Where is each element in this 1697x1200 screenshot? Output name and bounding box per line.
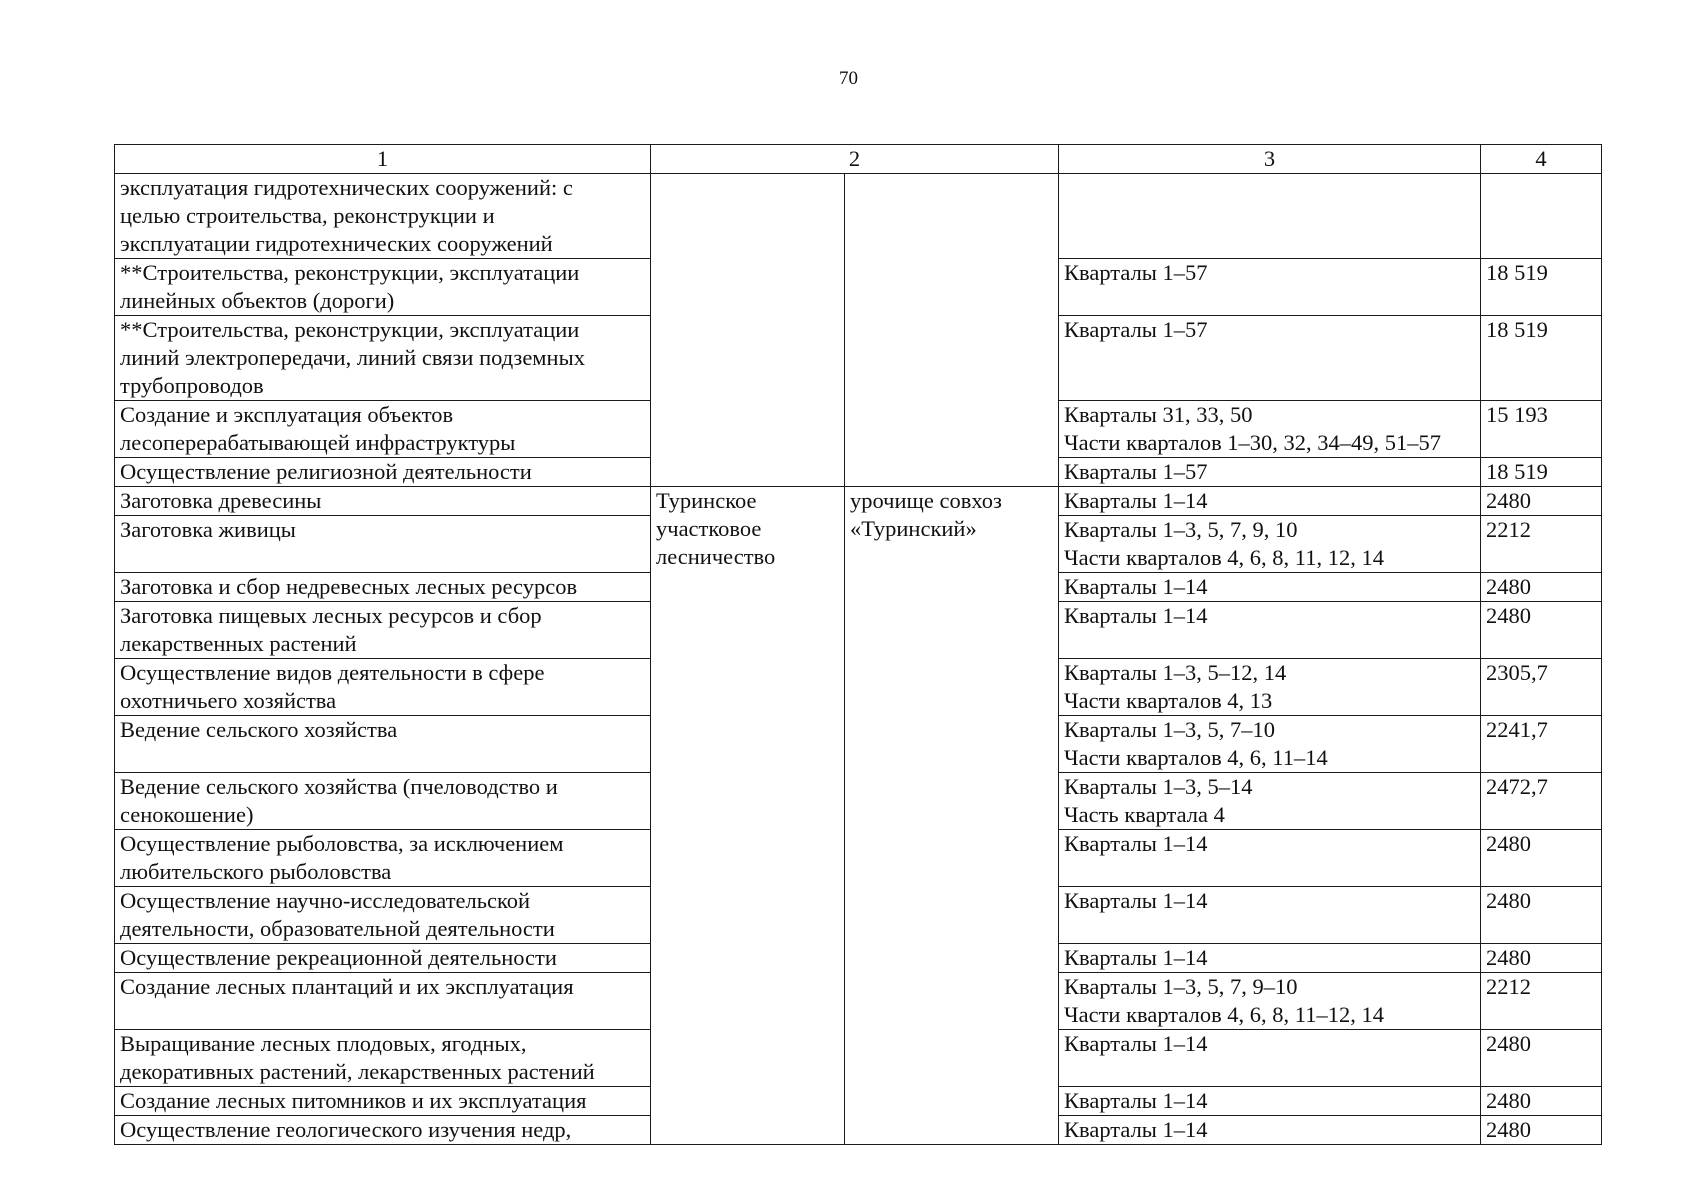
- quarters-cell: Кварталы 31, 33, 50 Части кварталов 1–30, 32, 34–49, 51–57: [1059, 401, 1481, 458]
- activity-cell: Создание лесных плантаций и их эксплуатация: [115, 973, 651, 1030]
- quarters-cell: Кварталы 1–14: [1059, 602, 1481, 659]
- activity-cell: Заготовка древесины: [115, 487, 651, 516]
- area-cell: 2480: [1481, 487, 1602, 516]
- activity-cell: Осуществление научно-исследовательской деятельности, образовательной деятельности: [115, 887, 651, 944]
- quarters-cell: Кварталы 1–57: [1059, 458, 1481, 487]
- quarters-cell: Кварталы 1–3, 5, 7–10 Части кварталов 4, 6, 11–14: [1059, 716, 1481, 773]
- forest-use-table: [114, 144, 1602, 1145]
- table-row: [115, 174, 1602, 259]
- quarters-cell: Кварталы 1–14: [1059, 487, 1481, 516]
- activity-cell: Осуществление рыболовства, за исключением любительского рыболовства: [115, 830, 651, 887]
- area-cell: 2480: [1481, 1087, 1602, 1116]
- area-cell: 2241,7: [1481, 716, 1602, 773]
- quarters-cell: Кварталы 1–14: [1059, 1087, 1481, 1116]
- page-number: 70: [839, 68, 858, 89]
- quarters-cell: [1059, 174, 1481, 259]
- quarters-cell: Кварталы 1–14: [1059, 1116, 1481, 1145]
- subdivision-cell: Туринское участковое лесничество: [651, 487, 845, 1145]
- area-cell: 2305,7: [1481, 659, 1602, 716]
- subdivision-cell: [651, 174, 845, 487]
- activity-cell: Заготовка пищевых лесных ресурсов и сбор лекарственных растений: [115, 602, 651, 659]
- tract-cell: [845, 174, 1059, 487]
- area-cell: 2480: [1481, 1030, 1602, 1087]
- column-number-2: 2: [651, 145, 1059, 174]
- area-cell: 2480: [1481, 573, 1602, 602]
- tract-cell: урочище совхоз «Туринский»: [845, 487, 1059, 1145]
- activity-cell: Создание и эксплуатация объектов лесоперерабатывающей инфраструктуры: [115, 401, 651, 458]
- activity-cell: Ведение сельского хозяйства (пчеловодство и сенокошение): [115, 773, 651, 830]
- activity-cell: Осуществление видов деятельности в сфере охотничьего хозяйства: [115, 659, 651, 716]
- quarters-cell: Кварталы 1–14: [1059, 944, 1481, 973]
- table-header-row: [115, 145, 1602, 174]
- quarters-cell: Кварталы 1–3, 5, 7, 9–10 Части кварталов 4, 6, 8, 11–12, 14: [1059, 973, 1481, 1030]
- area-cell: 2480: [1481, 602, 1602, 659]
- area-cell: 2480: [1481, 1116, 1602, 1145]
- area-cell: 2212: [1481, 973, 1602, 1030]
- activity-cell: Осуществление геологического изучения недр,: [115, 1116, 651, 1145]
- area-cell: 2480: [1481, 830, 1602, 887]
- activity-cell: Осуществление рекреационной деятельности: [115, 944, 651, 973]
- quarters-cell: Кварталы 1–57: [1059, 259, 1481, 316]
- area-cell: [1481, 174, 1602, 259]
- column-number-1: 1: [115, 145, 651, 174]
- area-cell: 18 519: [1481, 458, 1602, 487]
- column-number-3: 3: [1059, 145, 1481, 174]
- activity-cell: **Строительства, реконструкции, эксплуатации линий электропередачи, линий связи подземных трубопроводов: [115, 316, 651, 401]
- area-cell: 2212: [1481, 516, 1602, 573]
- activity-cell: Осуществление религиозной деятельности: [115, 458, 651, 487]
- activity-cell: эксплуатация гидротехнических сооружений: с целью строительства, реконструкции и эксплуатации гидротехнических сооружений: [115, 174, 651, 259]
- activity-cell: Выращивание лесных плодовых, ягодных, декоративных растений, лекарственных растений: [115, 1030, 651, 1087]
- area-cell: 18 519: [1481, 259, 1602, 316]
- activity-cell: Ведение сельского хозяйства: [115, 716, 651, 773]
- quarters-cell: Кварталы 1–3, 5–14 Часть квартала 4: [1059, 773, 1481, 830]
- activity-cell: Создание лесных питомников и их эксплуатация: [115, 1087, 651, 1116]
- area-cell: 15 193: [1481, 401, 1602, 458]
- quarters-cell: Кварталы 1–57: [1059, 316, 1481, 401]
- quarters-cell: Кварталы 1–14: [1059, 573, 1481, 602]
- activity-cell: **Строительства, реконструкции, эксплуатации линейных объектов (дороги): [115, 259, 651, 316]
- area-cell: 18 519: [1481, 316, 1602, 401]
- quarters-cell: Кварталы 1–14: [1059, 1030, 1481, 1087]
- area-cell: 2480: [1481, 944, 1602, 973]
- quarters-cell: Кварталы 1–14: [1059, 887, 1481, 944]
- table-row: [115, 487, 1602, 516]
- column-number-4: 4: [1481, 145, 1602, 174]
- area-cell: 2472,7: [1481, 773, 1602, 830]
- quarters-cell: Кварталы 1–3, 5, 7, 9, 10 Части кварталов 4, 6, 8, 11, 12, 14: [1059, 516, 1481, 573]
- quarters-cell: Кварталы 1–3, 5–12, 14 Части кварталов 4, 13: [1059, 659, 1481, 716]
- quarters-cell: Кварталы 1–14: [1059, 830, 1481, 887]
- area-cell: 2480: [1481, 887, 1602, 944]
- activity-cell: Заготовка живицы: [115, 516, 651, 573]
- activity-cell: Заготовка и сбор недревесных лесных ресурсов: [115, 573, 651, 602]
